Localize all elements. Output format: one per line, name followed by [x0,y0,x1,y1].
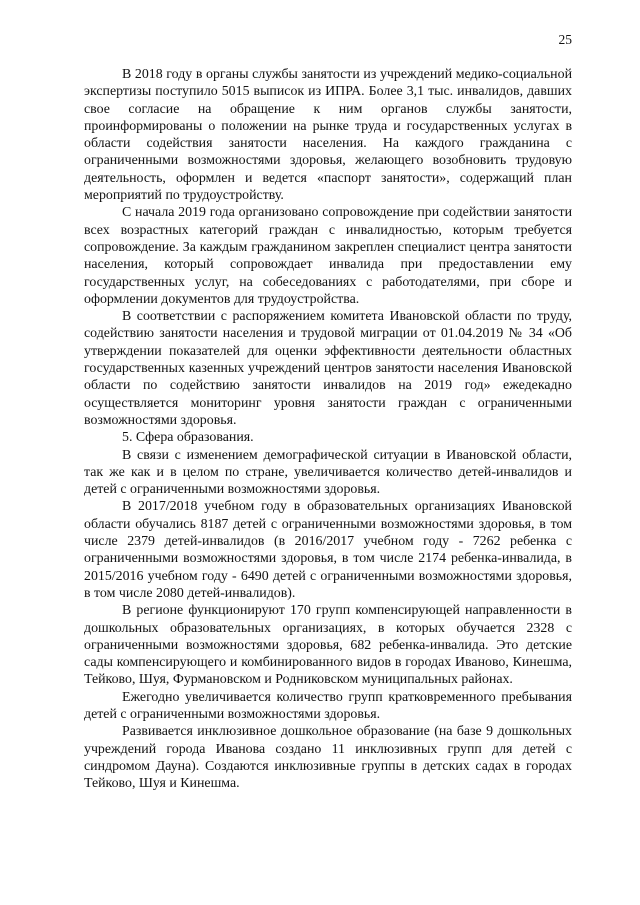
paragraph-service-employment-2018: В 2018 году в органы службы занятости из учреждений медико-социальной экспертизы поступило 5015 выписок из ИПРА. Более 3,1 тыс. инвалидов, давших свое согласие на обращение к ним органов службы занятости, проинформированы о положении на рынке труда и государственных услугах в области содействия занятости населения. На каждого гражданина с ограниченными возможностями здоровья, желающего возобновить трудовую деятельность, оформлен и ведется «паспорт занятости», содержащий план мероприятий по трудоустройству. [84,67,572,204]
paragraph-short-stay-groups: Ежегодно увеличивается количество групп кратковременного пребывания детей с ограниченными возможностями здоровья. [84,689,572,722]
paragraph-monitoring-order: В соответствии с распоряжением комитета Ивановской области по труду, содействию занятости населения и трудовой миграции от 01.04.2019 № 34 «Об утверждении показателей для оценки эффективности деятельности областных государственных казенных учреждений центров занятости населения Ивановской области по содействию занятости инвалидов на 2019 год» ежедекадно осуществляется мониторинг уровня занятости граждан с ограниченными возможностями здоровья. [84,309,572,428]
paragraph-demographic-situation: В связи с изменением демографической ситуации в Ивановской области, так же как и в целом по стране, увеличивается количество детей-инвалидов и детей с ограниченными возможностями здоровья. [84,447,572,498]
paragraph-school-statistics: В 2017/2018 учебном году в образовательных организациях Ивановской области обучались 8187 детей с ограниченными возможностями здоровья, в том числе 2379 детей-инвалидов (в 2016/2017 учебном году - 7262 ребенка с ограниченными возможностями здоровья, в том числе 2174 ребенка-инвалида, в 2015/2016 учебном году - 6490 детей с ограниченными возможностями здоровья, в том числе 2080 детей-инвалидов). [84,499,572,601]
paragraph-compensatory-groups: В регионе функционируют 170 групп компенсирующей направленности в дошкольных образовательных организациях, в которых обучается 2328 с ограниченными возможностями здоровья, 682 ребенка-инвалида. Это детские сады компенсирующего и комбинированного видов в городах Иваново, Кинешма, Тейково, Шуя, Фурмановском и Родниковском муниципальных районах. [84,603,572,688]
page-number: 25 [558,32,572,47]
section-heading-education: 5. Сфера образования. [122,430,254,446]
document-body [84,66,572,792]
paragraph-inclusive-education: Развивается инклюзивное дошкольное образование (на базе 9 дошкольных учреждений города Иванова создано 11 инклюзивных групп для детей с синдромом Дауна). Создаются инклюзивные группы в детских садах в городах Тейково, Шуя и Кинешма. [84,724,572,792]
paragraph-support-2019: С начала 2019 года организовано сопровождение при содействии занятости всех возрастных категорий граждан с инвалидностью, которым требуется сопровождение. За каждым гражданином закреплен специалист центра занятости населения, который сопровождает инвалида при предоставлении ему государственных услуг, на собеседованиях с работодателями, при сборе и оформлении документов для трудоустройства. [84,205,572,307]
